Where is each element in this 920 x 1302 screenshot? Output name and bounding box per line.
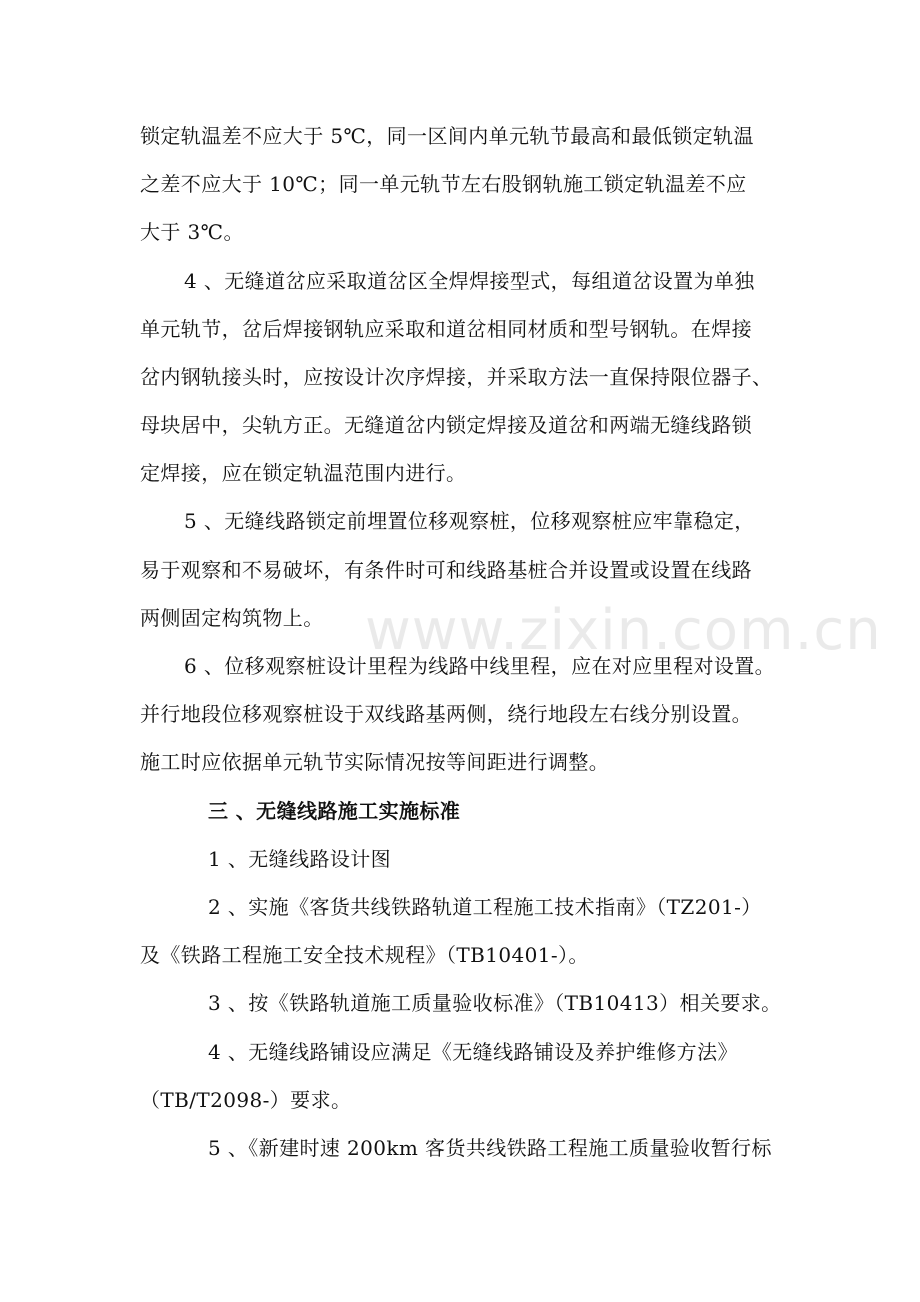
paragraph-line: 大于 3℃。: [140, 220, 244, 244]
list-item: 2 、实施《客货共线铁路轨道工程施工技术指南》（TZ201-）: [208, 895, 762, 919]
paragraph-line: 并行地段位移观察桩设于双线路基两侧，绕行地段左右线分别设置。: [140, 702, 752, 726]
paragraph-line: 锁定轨温差不应大于 5℃，同一区间内单元轨节最高和最低锁定轨温: [140, 124, 754, 148]
paragraph-line: 5 、无缝线路锁定前埋置位移观察桩，位移观察桩应牢靠稳定，: [184, 509, 755, 533]
list-item: 3 、按《铁路轨道施工质量验收标准》（TB10413）相关要求。: [208, 991, 782, 1015]
paragraph-line: 之差不应大于 10℃；同一单元轨节左右股钢轨施工锁定轨温差不应: [140, 172, 747, 196]
paragraph-line: 母块居中，尖轨方正。无缝道岔内锁定焊接及道岔和两端无缝线路锁: [140, 413, 752, 437]
paragraph-line: 定焊接，应在锁定轨温范围内进行。: [140, 461, 467, 485]
paragraph-line: 两侧固定构筑物上。: [140, 606, 324, 630]
paragraph-line: 6 、位移观察桩设计里程为线路中线里程，应在对应里程对设置。: [184, 654, 776, 678]
paragraph-line: 施工时应依据单元轨节实际情况按等间距进行调整。: [140, 750, 610, 774]
watermark: www.zixin.com.cn: [365, 598, 882, 663]
paragraph-line: 及《铁路工程施工安全技术规程》（TB10401-）。: [140, 943, 589, 967]
list-item: 1 、无缝线路设计图: [208, 847, 392, 871]
paragraph-line: 4 、无缝道岔应采取道岔区全焊焊接型式，每组道岔设置为单独: [184, 269, 755, 293]
paragraph-line: （TB/T2098-）要求。: [140, 1088, 352, 1112]
paragraph-line: 单元轨节，岔后焊接钢轨应采取和道岔相同材质和型号钢轨。在焊接: [140, 317, 752, 341]
list-item: 4 、无缝线路铺设应满足《无缝线路铺设及养护维修方法》: [208, 1040, 738, 1064]
paragraph-line: 易于观察和不易破坏，有条件时可和线路基桩合并设置或设置在线路: [140, 558, 752, 582]
paragraph-line: 岔内钢轨接头时，应按设计次序焊接，并采取方法一直保持限位器子、: [140, 365, 773, 389]
section-heading: 三 、无缝线路施工实施标准: [208, 799, 461, 823]
list-item: 5 、《新建时速 200km 客货共线铁路工程施工质量验收暂行标: [208, 1136, 772, 1160]
